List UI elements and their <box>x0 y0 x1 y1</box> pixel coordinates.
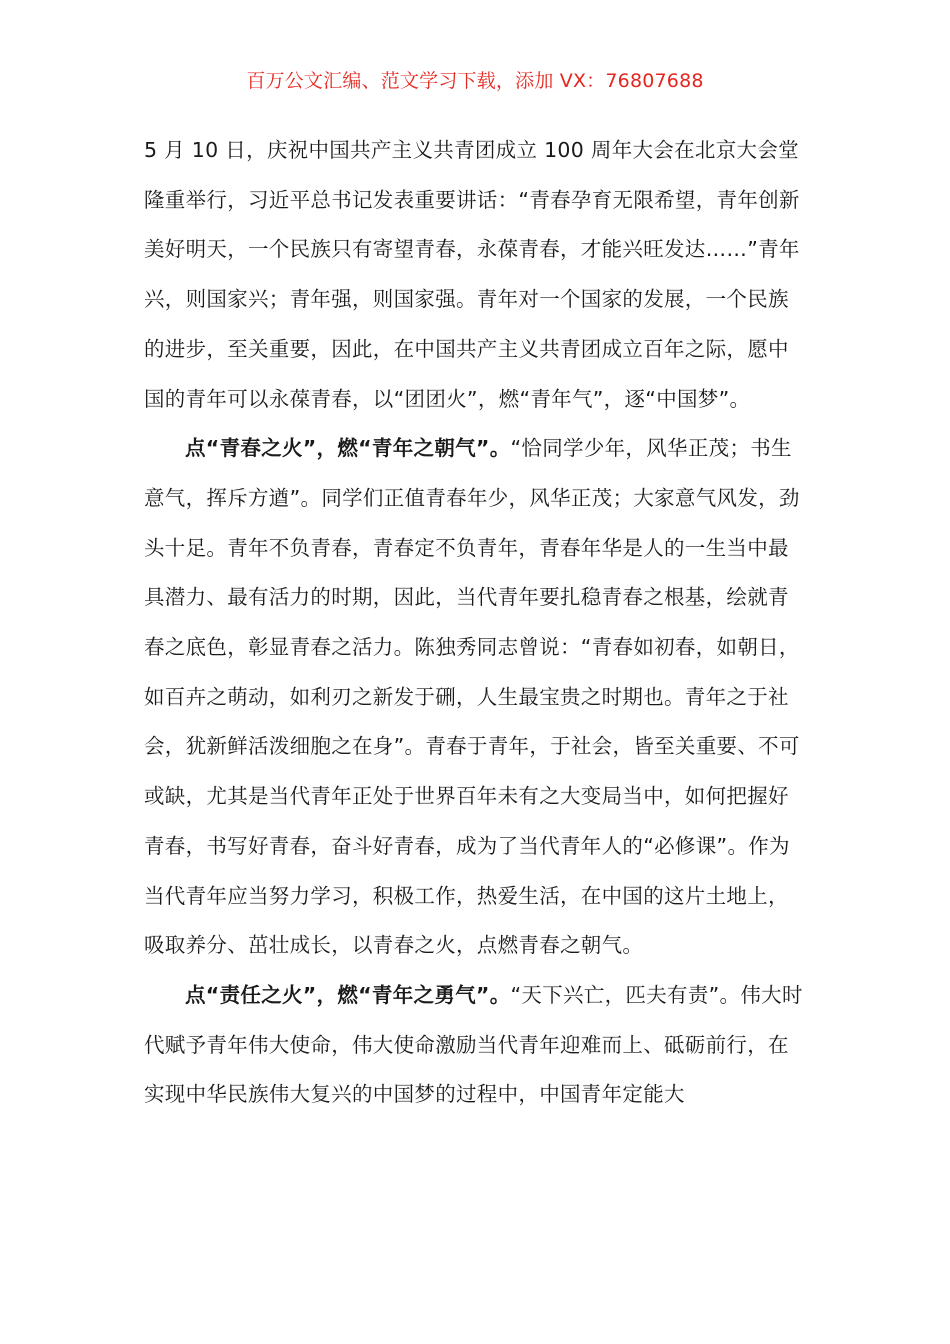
paragraph-responsibility-fire <box>144 971 808 1120</box>
paragraph-lead-heading: 点“责任之火”，燃“青年之勇气”。 <box>185 982 511 1007</box>
paragraph-text: 5 月 10 日，庆祝中国共产主义共青团成立 100 周年大会在北京大会堂隆重举行，习近平总书记发表重要讲话：“青春孕育无限希望，青年创新美好明天，一个民族只有寄望青春，永葆青春，才能兴旺发达……”青年兴，则国家兴；青年强，则国家强。青年对一个国家的发展，一个民族的进步，至关重要，因此，在中国共产主义共青团成立百年之际，愿中国的青年可以永葆青春，以“团团火”，燃“青年气”，逐“中国梦”。 <box>144 138 800 411</box>
paragraph-intro <box>144 126 808 424</box>
article-body <box>144 126 808 1120</box>
paragraph-lead-heading: 点“青春之火”，燃“青年之朝气”。 <box>185 436 511 461</box>
paragraph-text: “天下兴亡，匹夫有责”。伟大时代赋予青年伟大使命，伟大使命激励当代青年迎难而上、砥砺前行，在实现中华民族伟大复兴的中国梦的过程中，中国青年定能大 <box>144 982 803 1107</box>
paragraph-text: “恰同学少年，风华正茂；书生意气，挥斥方遒”。同学们正值青春年少，风华正茂；大家意气风发，劲头十足。青年不负青春，青春定不负青年，青春年华是人的一生当中最具潜力、最有活力的时期，因此，当代青年要扎稳青春之根基，绘就青春之底色，彰显青春之活力。陈独秀同志曾说：“青春如初春，如朝日，如百卉之萌动，如利刃之新发于硎，人生最宝贵之时期也。青年之于社会，犹新鲜活泼细胞之在身”。青春于青年，于社会，皆至关重要、不可或缺，尤其是当代青年正处于世界百年未有之大变局当中，如何把握好青春，书写好青春，奋斗好青春，成为了当代青年人的“必修课”。作为当代青年应当努力学习，积极工作，热爱生活，在中国的这片土地上，吸取养分、茁壮成长，以青春之火，点燃青春之朝气。 <box>144 436 800 958</box>
paragraph-youth-fire <box>144 424 808 971</box>
header-banner: 百万公文汇编、范文学习下载，添加 VX：76807688 <box>246 70 704 92</box>
